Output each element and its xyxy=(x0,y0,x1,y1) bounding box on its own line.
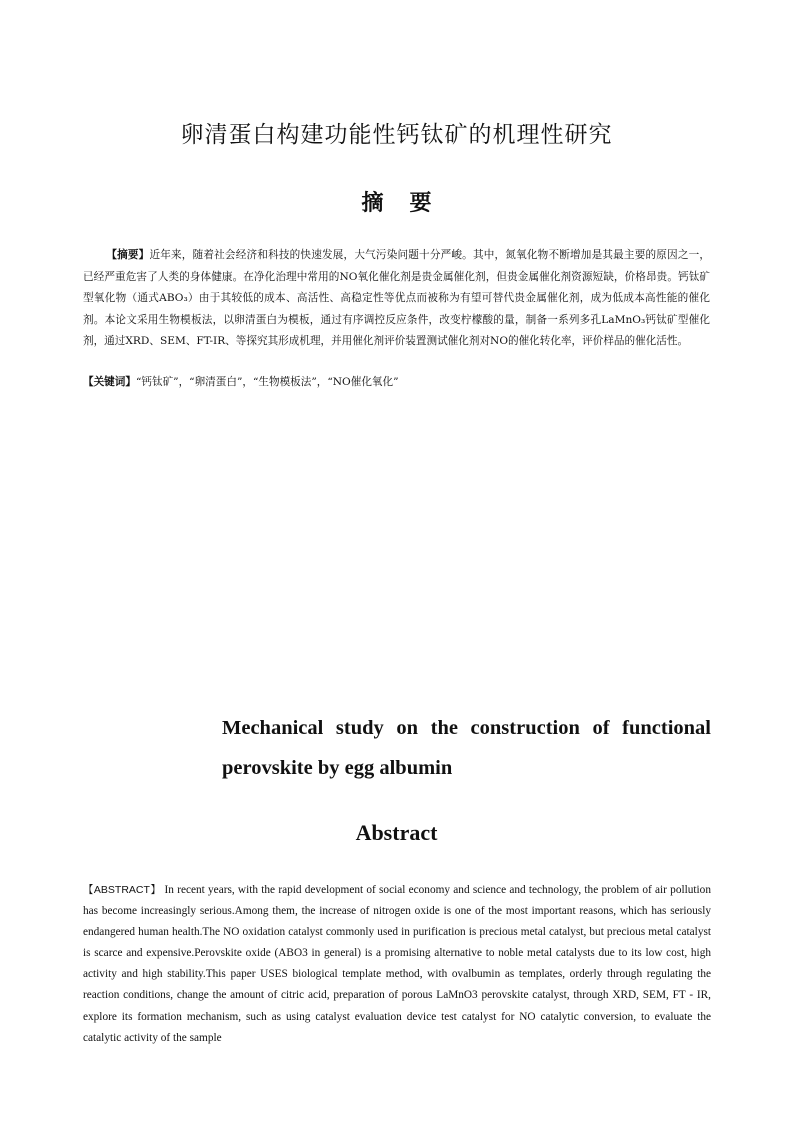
english-abstract xyxy=(83,880,711,1049)
english-abstract-heading: Abstract xyxy=(355,820,438,845)
keywords-tag: 【关键词】 xyxy=(83,376,136,388)
chinese-abstract-text: 近年来，随着社会经济和科技的快速发展，大气污染问题十分严峻。其中，氮氧化物不断增加是其最主要的原因之一，已经严重危害了人类的身体健康。在净化治理中常用的NO氧化催化剂是贵金属催化剂，但贵金属催化剂资源短缺，价格昂贵。钙钛矿型氧化物（通式ABO₃）由于其较低的成本、高活性、高稳定性等优点而被称为有望可替代贵金属催化剂，成为低成本高性能的催化剂。本论文采用生物模板法，以卵清蛋白为模板，通过有序调控反应条件，改变柠檬酸的量，制备一系列多孔LaMnO₃钙钛矿型催化剂，通过XRD、SEM、FT-IR、等探究其形成机理，并用催化剂评价装置测试催化剂对NO的催化转化率，评价样品的催化活性。 xyxy=(83,249,711,347)
chinese-keywords xyxy=(83,372,710,393)
chinese-abstract-heading xyxy=(0,186,793,217)
english-title-line-1: Mechanical study on the construction of functional xyxy=(222,717,711,739)
chinese-abstract xyxy=(83,245,710,353)
heading-char-2: 要 xyxy=(409,190,432,216)
abstract-tag: 【摘要】 xyxy=(106,249,150,261)
chinese-keywords-text: “钙钛矿”，“卵清蛋白”，“生物模板法”，“NO催化氧化” xyxy=(135,376,399,388)
english-abstract-label: 【ABSTRACT】 xyxy=(83,884,162,896)
heading-char-1: 摘 xyxy=(361,190,384,216)
english-title-line-2: perovskite by egg albumin xyxy=(222,757,453,779)
english-title xyxy=(222,708,711,788)
chinese-title: 卵清蛋白构建功能性钙钛矿的机理性研究 xyxy=(180,122,613,148)
english-abstract-text: In recent years, with the rapid development of social economy and science and technology, the problem of air pollution has become increasingly serious.Among them, the increase of nitrogen oxide is one of the most important reasons, which has seriously endangered human health.The NO oxidation catalyst commonly used in purification is precious metal catalyst, but precious metal catalyst is scarce and expensive.Perovskite oxide (ABO3 in general) is a promising alternative to noble metal catalysts due to its low cost, high activity and high stability.This paper USES biological template method, with ovalbumin as templates, orderly through regulating the reaction conditions, change the amount of citric acid, preparation of porous LaMnO3 perovskite catalyst, through XRD, SEM, FT - IR, explore its formation mechanism, such as using catalyst evaluation device test catalyst for NO catalytic conversion, to evaluate the catalytic activity of the sample xyxy=(83,884,711,1044)
